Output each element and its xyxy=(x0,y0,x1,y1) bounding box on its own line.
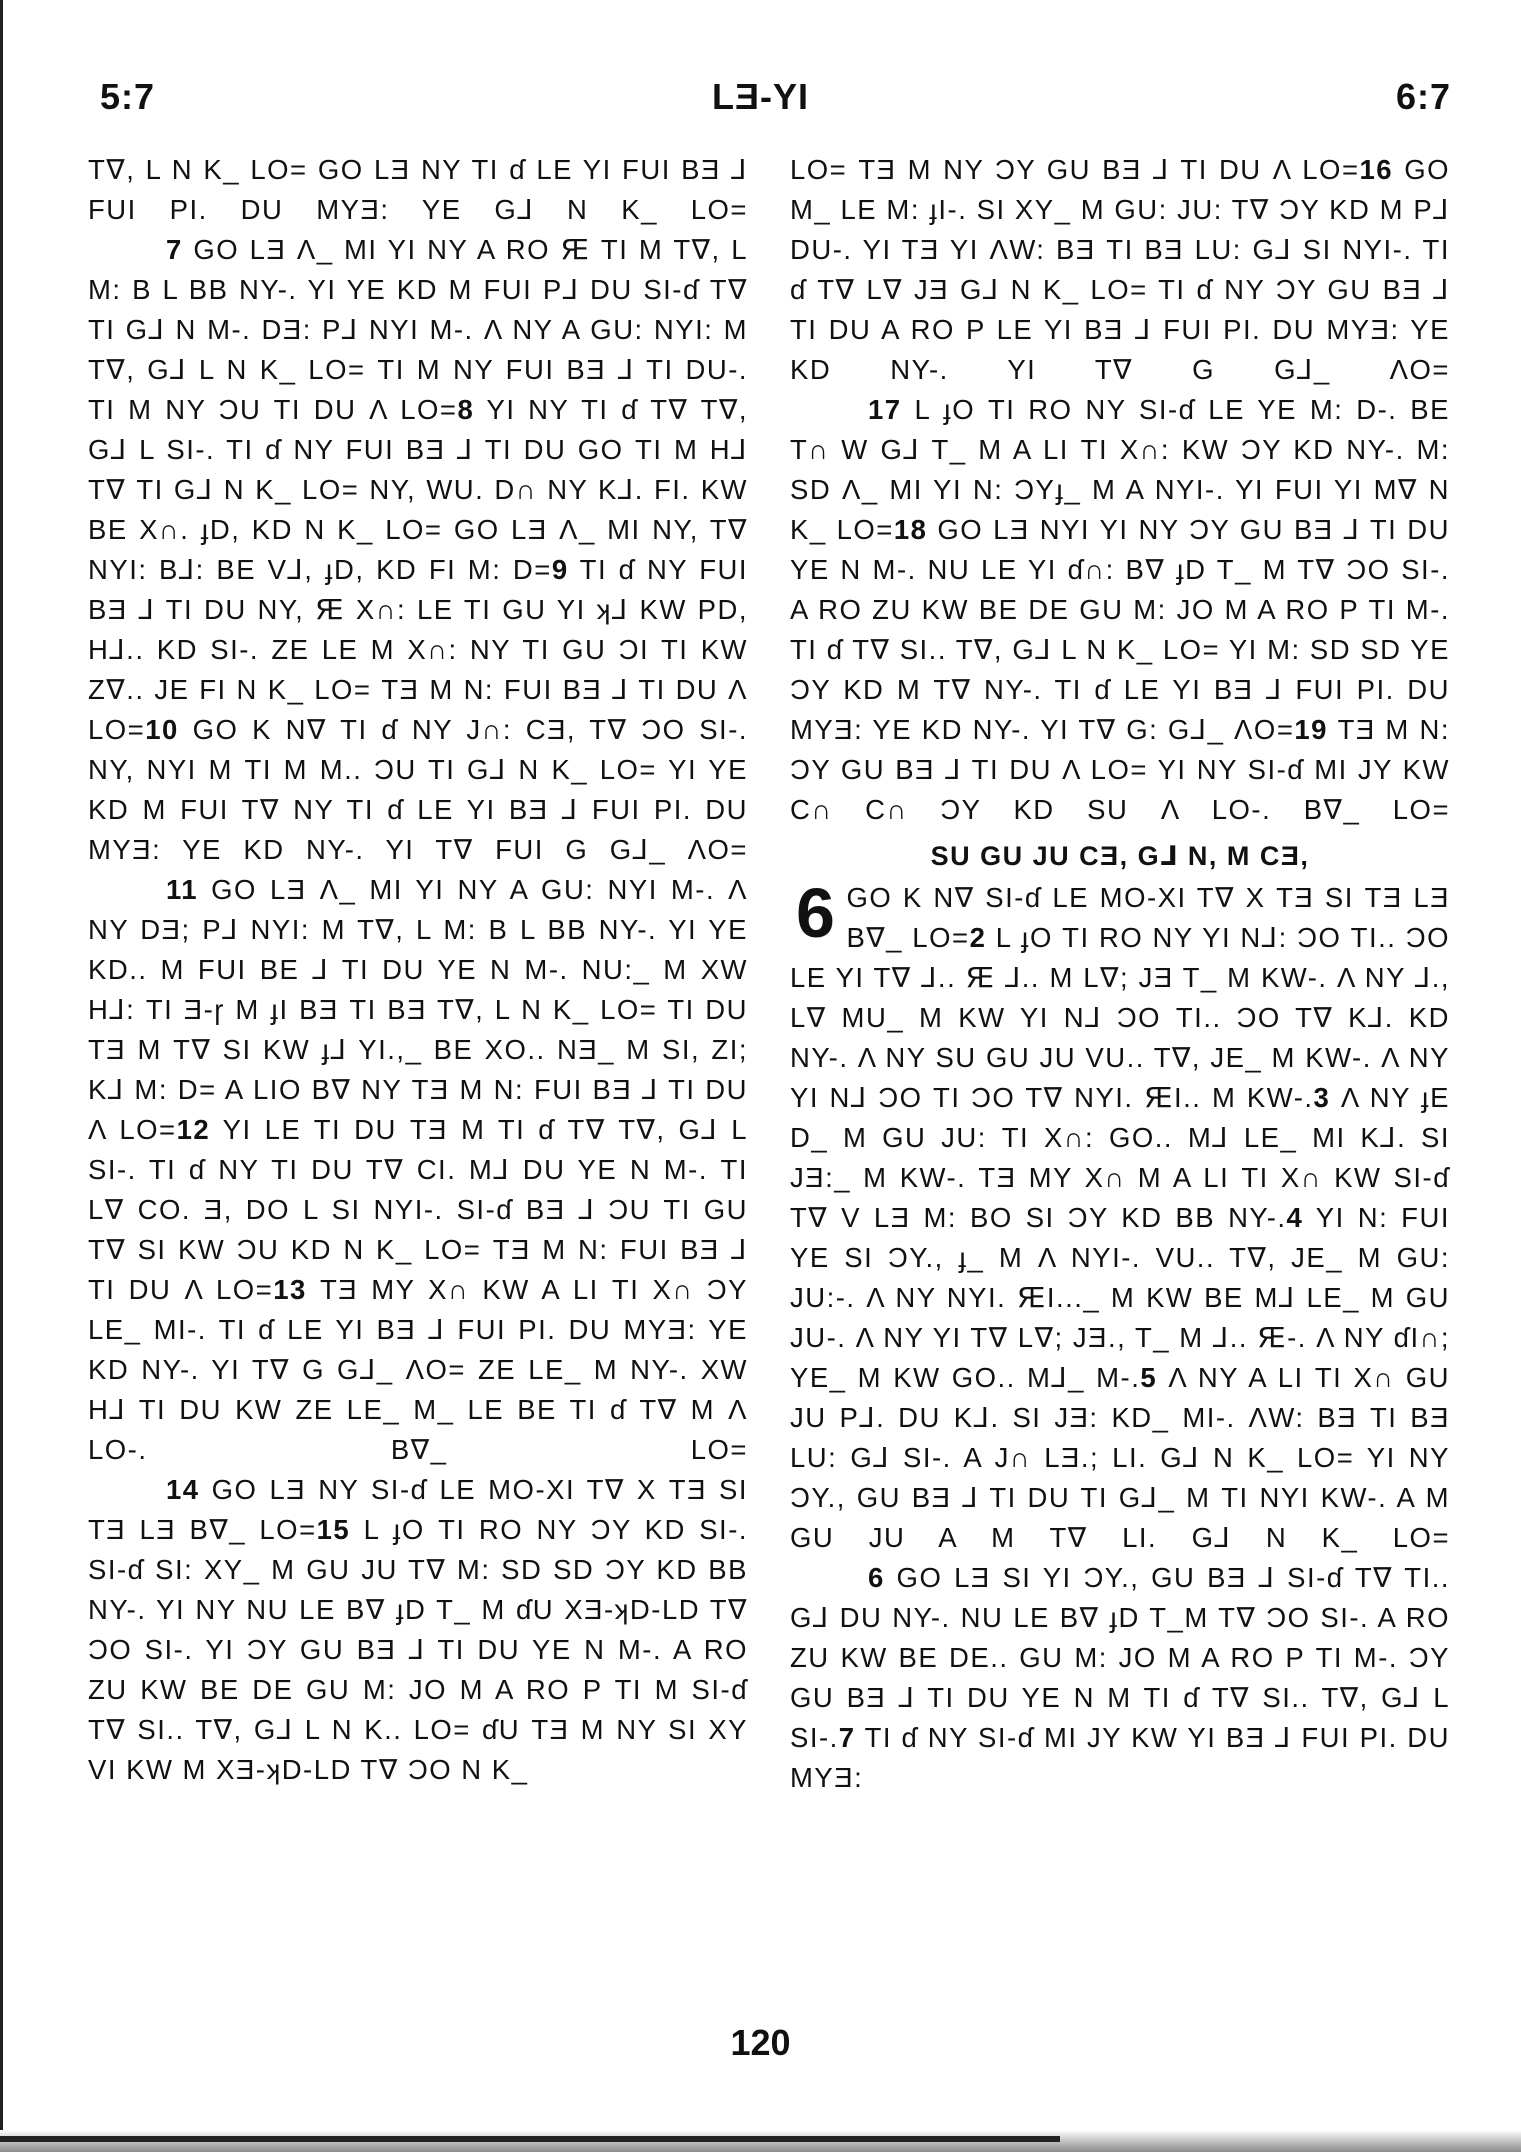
verse-text: GO LƎ NYI YI NY ƆY GU BƎ ⅃ TI DU YE N M-. NU LE YI ɗ∩: B∇ ɟD T_ M T∇ ƆO SI-. A RO ZU KW BE DE GU M: JO M A RO P ТI M-. TI ɗ T∇ SI.. T∇, G⅃ L N K_ LO= YI M: SD SD YE ƆY KD M T∇ NY-. TI ɗ LE YI BƎ ⅃ FUI PI. DU MYƎ: YE KD NY-. YI T∇ G: G⅃_ ΛO= xyxy=(790,514,1450,745)
verse-paragraph xyxy=(88,870,748,1470)
running-head-title: LƎ-YI xyxy=(711,76,809,117)
right-column xyxy=(790,150,1450,1798)
verse-number: 7 xyxy=(166,234,183,265)
verse-text: YI NY TI ɗ T∇ T∇, G⅃ L SI-. TI ɗ NY FUI BƎ ⅃ TI DU GO ТI M H⅃ Т∇ TI G⅃ N K_ LO= NY, WU. D∩ NY K⅃. FI. KW BE X∩. ɟD, KD N K_ LO= GO LƎ Λ_ MI NY, T∇ NYI: B⅃: BE V⅃, ɟD, KD FI M: D= xyxy=(88,394,748,585)
chapter-opening-paragraph xyxy=(790,874,1450,1558)
verse-number: 15 xyxy=(316,1514,351,1545)
verse-paragraph xyxy=(88,1470,748,1790)
verse-text: GO LƎ NY SI-ɗ LE MO-XI T∇ X ТƎ SI ТƎ LƎ B∇_ LO= xyxy=(88,1474,748,1545)
verse-number: 13 xyxy=(273,1274,307,1305)
verse-number: 8 xyxy=(457,394,475,425)
verse-text: GO LƎ SI YI ƆY., GU BƎ ⅃ SI-ɗ T∇ TI.. G⅃ DU NY-. NU LE B∇ ɟD T_M T∇ ƆO SI-. A RO ZU KW BE DE.. GU M: JO M A RO P ТI M-. ƆY GU BƎ ⅃ TI DU YE N M TI ɗ T∇ SI.. T∇, G⅃ L SI-. xyxy=(790,1562,1450,1753)
verse-text: Λ NY A LI ТI X∩ GU JU P⅃. DU K⅃. SI JƎ: KD_ MI-. ΛW: BƎ ТI BƎ LU: G⅃ SI-. A J∩ LƎ.; LI. G⅃ N K_ LO= YI NY ƆY., GU BƎ ⅃ TI DU TI G⅃_ M ТI NYI KW-. A M GU JU A M T∇ LI. G⅃ N K_ LO= xyxy=(790,1362,1450,1553)
verse-paragraph xyxy=(790,1558,1450,1798)
verse-number: 7 xyxy=(838,1722,856,1753)
verse-number: 2 xyxy=(969,922,987,953)
verse-paragraph xyxy=(790,390,1450,830)
verse-number: 5 xyxy=(1140,1362,1158,1393)
verse-number: 6 xyxy=(868,1562,885,1593)
verse-text: GO LƎ Λ_ MI YI NY A GU: NYI M-. Λ NY DƎ; P⅃ NYI: M T∇, L M: B L BB NY-. YI YE KD.. M FUI BE ⅃ TI DU YE N M-. NU:_ M XW H⅃: ТI Ǝ-ɼ M ɟI BƎ ТI BƎ T∇, L N K_ LO= TI DU ТƎ M Т∇ SI KW ɟ⅃ YI.,_ BE XO.. NƎ_ M SI, ZI; K⅃ M: D= A LIO B∇ NY ТƎ M N: FUI BƎ ⅃ TI DU Λ LO= xyxy=(88,874,748,1145)
verse-text: TI ɗ NY SI-ɗ MI JY KW YI BƎ ⅃ FUI PI. DU MYƎ: xyxy=(790,1722,1450,1793)
verse-paragraph xyxy=(88,230,748,870)
verse-number: 11 xyxy=(166,874,199,905)
verse-text: ТƎ MY X∩ KW A LI ТI X∩ ƆY LE_ MI-. TI ɗ LE YI BƎ ⅃ FUI PI. DU MYƎ: YE KD NY-. YI T∇ G G⅃_ ΛO= ZE LE_ M NY-. XW H⅃ TI DU KW ZE LE_ M_ LE BE TI ɗ T∇ M Λ LO-. B∇_ LO= xyxy=(88,1274,748,1465)
scan-bottom-edge xyxy=(0,2136,1060,2142)
page-number: 120 xyxy=(730,2022,791,2063)
paragraph: LO= ТƎ M NY ƆY GU BƎ ⅃ TI DU Λ LO=16 GO M_ LE M: ɟI-. SI XY_ M GU: JU: T∇ ƆY KD M P⅃ DU-. YI TƎ YI ΛW: BƎ ТI BƎ LU: G⅃ SI NYI-. TI ɗ T∇ L∇ JƎ G⅃ N K_ LO= TI ɗ NY ƆY GU BƎ ⅃ TI DU A RO P LE YI BƎ ⅃ FUI PI. DU MYƎ: YE KD NY-. YI T∇ G G⅃_ ΛO= xyxy=(790,154,1451,385)
verse-text: ТƎ M N: ƆY GU BƎ ⅃ TI DU Λ LO= YI NY SI-ɗ MI JY KW C∩ C∩ ƆY KD SU Λ LO-. B∇_ LO= xyxy=(790,714,1450,825)
verse-number: 19 xyxy=(1294,714,1328,745)
verse-text: Λ NY ɟE D_ M GU JU: ТI X∩: GO.. M⅃ LE_ MI K⅃. SI JƎ:_ M KW-. ТƎ MY X∩ M A LI ТI X∩ KW SI-ɗ T∇ V LƎ M: BO SI ƆY KD BB NY-. xyxy=(790,1082,1450,1233)
verse-number: 12 xyxy=(176,1114,211,1145)
verse-text: L ɟO ТI RO NY YI N⅃: ƆO ТI.. ƆO LE YI T∇ ⅃.. Ԙ ⅃.. M L∇; JƎ T_ M KW-. Λ NY ⅃., L∇ MU_ M KW YI N⅃ ƆO ТI.. ƆO T∇ K⅃. KD NY-. Λ NY SU GU JU VU.. T∇, JE_ M KW-. Λ NY YI N⅃ ƆO ТI ƆO T∇ NYI. ԘI.. M KW-. xyxy=(790,922,1450,1113)
verse-number: 9 xyxy=(551,554,569,585)
verse-text: L ɟO ТI RO NY SI-ɗ LE YE M: D-. BE Т∩ W G⅃ T_ M A LI ТI X∩: KW ƆY KD NY-. M: SD Λ_ MI YI N: ƆYɟ_ M A NYI-. YI FUI YI M∇ N K_ LO= xyxy=(790,394,1450,545)
left-column xyxy=(88,150,748,1790)
verse-number: 14 xyxy=(166,1474,200,1505)
verse-text: YI N: FUI YE SI ƆY., ɟ_ M Λ NYI-. VU.. T∇, JE_ M GU: JU:-. Λ NY NYI. ԘI..._ M KW BE M⅃ LE_ M GU JU-. Λ NY YI T∇ L∇; JƎ., T_ M ⅃.. Ԙ-. Λ NY ɗI∩; YE_ M KW GO.. M⅃_ M-. xyxy=(790,1202,1450,1393)
verse-text: YI LE TI DU ТƎ M TI ɗ T∇ T∇, G⅃ L SI-. TI ɗ NY TI DU T∇ CI. M⅃ DU YE N M-. ТI L∇ CO. Ǝ, DO L SI NYI-. SI-ɗ BƎ ⅃ ƆU TI GU Т∇ SI KW ƆU KD N K_ LO= ТƎ M N: FUI BƎ ⅃ TI DU Λ LO= xyxy=(88,1114,748,1305)
verse-number: 16 xyxy=(1359,154,1394,185)
verse-text: GO LƎ Λ_ MI YI NY A RO Ԙ ТI M T∇, L M: B L BB NY-. YI YE KD M FUI P⅃ DU SI-ɗ T∇ TI G⅃ N M-. DƎ: P⅃ NYI M-. Λ NY A GU: NYI: M T∇, G⅃ L N K_ LO= ТI M NY FUI BƎ ⅃ TI DU-. ТI M NY ƆU TI DU Λ LO= xyxy=(88,234,748,425)
verse-number: 17 xyxy=(868,394,902,425)
verse-number: 4 xyxy=(1286,1202,1304,1233)
running-head-left: 5:7 xyxy=(100,76,156,117)
running-head-right: 6:7 xyxy=(1395,76,1451,117)
verse-text: GO M_ LE M: ɟI-. SI XY_ M GU: JU: T∇ ƆY KD M P⅃ DU-. YI TƎ YI ΛW: BƎ ТI BƎ LU: G⅃ SI NYI-. TI ɗ T∇ L∇ JƎ G⅃ N K_ LO= TI ɗ NY ƆY GU BƎ ⅃ TI DU A RO P LE YI BƎ ⅃ FUI PI. DU MYƎ: YE KD NY-. YI T∇ G G⅃_ ΛO= xyxy=(790,154,1451,385)
verse-text: L ɟO ТI RO NY ƆY KD SI-. SI-ɗ SI: XY_ M GU JU T∇ M: SD SD ƆY KD BB NY-. YI NY NU LE B∇ ɟD T_ M ɗU XƎ-ʞD-LD T∇ ƆO SI-. YI ƆY GU BƎ ⅃ TI DU YE N M-. A RO ZU KW BE DE GU M: JO M A RO P ТI M SI-ɗ T∇ SI.. T∇, G⅃ L N K.. LO= ɗU ТƎ M NY SI XY VI KW M XƎ-ʞD-LD T∇ ƆO N K_ xyxy=(88,1514,748,1785)
chapter-heading: SU GU JU CƎ, G⅃ N, M CƎ, xyxy=(930,841,1310,871)
verse-text: GO K N∇ SI-ɗ LE MO-XI T∇ X ТƎ SI ТƎ LƎ B∇_ LO= xyxy=(846,882,1450,953)
verse-number: 10 xyxy=(145,714,179,745)
verse-text: TI ɗ NY FUI BƎ ⅃ TI DU NY, Ԙ X∩: LE TI GU YI ʞ⅃ KW PD, H⅃.. KD SI-. ZE LE M X∩: NY TI GU ƆI TI KW Z∇.. JE FI N K_ LO= ТƎ M N: FUI BƎ ⅃ TI DU Λ LO= xyxy=(88,554,748,745)
chapter-number: 6 xyxy=(796,874,837,952)
scan-left-edge xyxy=(0,0,3,2152)
paragraph: T∇, L N K_ LO= GO LƎ NY TI ɗ LE YI FUI BƎ ⅃ FUI PI. DU MYƎ: YE G⅃ N K_ LO= xyxy=(88,154,748,225)
verse-number: 18 xyxy=(893,514,928,545)
verse-text: GO K N∇ TI ɗ NY J∩: CƎ, T∇ ƆO SI-. NY, NYI M ТI M M.. ƆU TI G⅃ N K_ LO= YI YE KD M FUI T∇ NY TI ɗ LE YI BƎ ⅃ FUI PI. DU MYƎ: YE KD NY-. YI T∇ FUI G G⅃_ ΛO= xyxy=(88,714,748,865)
verse-number: 3 xyxy=(1313,1082,1331,1113)
